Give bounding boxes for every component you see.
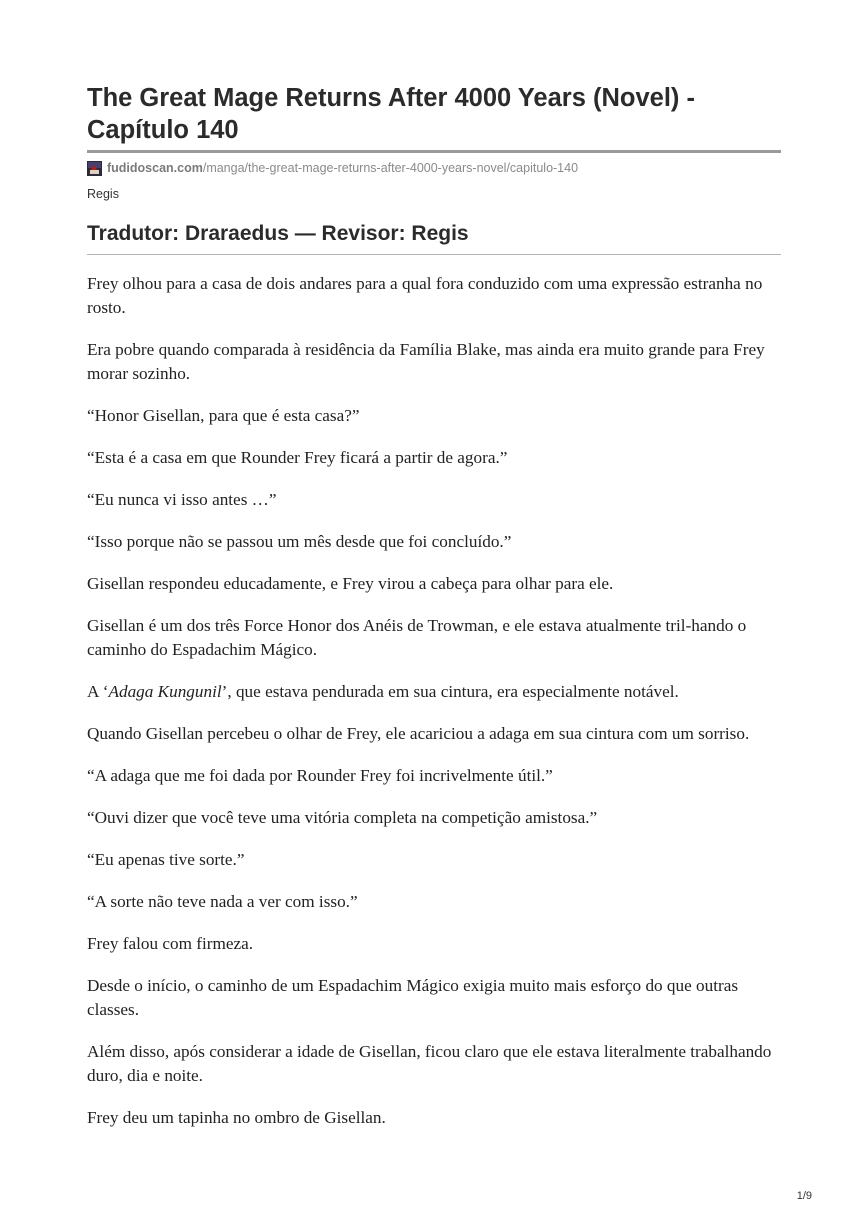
paragraph: Era pobre quando comparada à residência da Família Blake, mas ainda era muito grande para Frey morar sozinho. xyxy=(87,340,765,383)
source-link[interactable] xyxy=(87,159,578,177)
paragraph: “Honor Gisellan, para que é esta casa?” xyxy=(87,406,360,425)
paragraph: Desde o início, o caminho de um Espadachim Mágico exigia muito mais esforço do que outras classes. xyxy=(87,976,739,1019)
paragraph: Frey deu um tapinha no ombro de Gisellan. xyxy=(87,1108,386,1127)
paragraph: Frey olhou para a casa de dois andares para a qual fora conduzido com uma expressão estranha no rosto. xyxy=(87,274,763,317)
source-domain[interactable]: fudidoscan.com xyxy=(107,161,203,175)
paragraph: Gisellan é um dos três Force Honor dos Anéis de Trowman, e ele estava atualmente tril-hando o caminho do Espadachim Mágico. xyxy=(87,616,747,659)
paragraph: Além disso, após considerar a idade de Gisellan, ficou claro que ele estava literalmente trabalhando duro, dia e noite. xyxy=(87,1042,772,1085)
dagger-name: Adaga Kungunil xyxy=(108,682,222,701)
author-name: Regis xyxy=(87,187,119,201)
subtitle-divider xyxy=(87,254,781,255)
paragraph-prefix: A ‘ xyxy=(87,682,109,701)
paragraph: “Eu nunca vi isso antes …” xyxy=(87,490,277,509)
paragraph: “A sorte não teve nada a ver com isso.” xyxy=(87,892,358,911)
source-path[interactable]: /manga/the-great-mage-returns-after-4000-years-novel/capitulo-140 xyxy=(202,161,579,175)
page-number: 1/9 xyxy=(796,1190,812,1202)
paragraph-suffix: ’, que estava pendurada em sua cintura, era especialmente notável. xyxy=(221,682,679,701)
paragraph: “Ouvi dizer que você teve uma vitória completa na competição amistosa.” xyxy=(87,808,598,827)
paragraph: “A adaga que me foi dada por Rounder Frey foi incrivelmente útil.” xyxy=(87,766,553,785)
paragraph: Gisellan respondeu educadamente, e Frey virou a cabeça para olhar para ele. xyxy=(87,574,614,593)
paragraph: “Esta é a casa em que Rounder Frey ficará a partir de agora.” xyxy=(87,448,508,467)
paragraph: “Eu apenas tive sorte.” xyxy=(87,850,245,869)
site-favicon-icon xyxy=(87,161,102,176)
paragraph: “Isso porque não se passou um mês desde que foi concluído.” xyxy=(87,532,512,551)
article-body xyxy=(87,272,781,1148)
paragraph: Quando Gisellan percebeu o olhar de Frey, ele acariciou a adaga em sua cintura com um sorriso. xyxy=(87,724,750,743)
title-divider xyxy=(87,150,781,153)
paragraph-with-emphasis xyxy=(87,680,781,704)
article-subtitle: Tradutor: Draraedus — Revisor: Regis xyxy=(87,222,469,245)
page-title: The Great Mage Returns After 4000 Years (Novel) - Capítulo 140 xyxy=(87,84,695,144)
paragraph: Frey falou com firmeza. xyxy=(87,934,254,953)
